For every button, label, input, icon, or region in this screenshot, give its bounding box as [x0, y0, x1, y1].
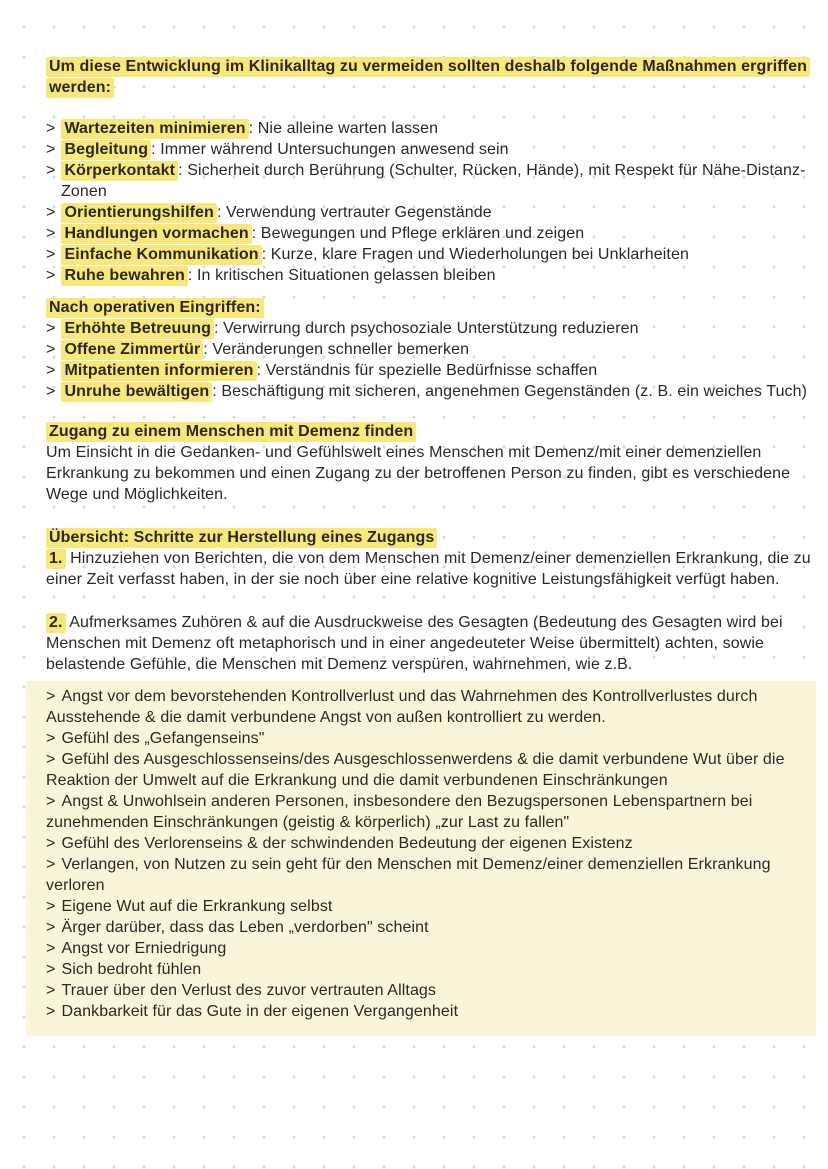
- list-item: [46, 223, 812, 244]
- bullet-text: : In kritischen Situationen gelassen bleiben: [187, 267, 496, 284]
- list-item: [46, 959, 800, 980]
- bullet-text: : Immer während Untersuchungen anwesend sein: [151, 141, 509, 158]
- list-item: [46, 728, 800, 749]
- keyword: Unruhe bewältigen: [61, 382, 212, 402]
- bullet-marker: >: [46, 835, 56, 852]
- keyword: Begleitung: [61, 140, 151, 160]
- bullet-text: Dankbarkeit für das Gute in der eigenen Vergangenheit: [61, 1003, 459, 1020]
- step-number: 1.: [46, 549, 66, 569]
- list-item: [46, 244, 812, 265]
- intro-heading: [46, 56, 812, 98]
- bullet-text: Eigene Wut auf die Erkrankung selbst: [61, 898, 333, 915]
- list-item: [46, 917, 800, 938]
- list-item: [46, 318, 812, 339]
- bullet-marker: >: [46, 982, 56, 999]
- bullet-text: Angst & Unwohlsein anderen Personen, insbesondere den Bezugspersonen Lebenspartnern bei zunehmenden Einschränkungen (geistig & körperlich) „zur Last zu fallen": [46, 793, 753, 831]
- keyword: Orientierungshilfen: [61, 203, 216, 223]
- list-item: [46, 118, 812, 139]
- keyword: Mitpatienten informieren: [61, 361, 256, 381]
- step-number: 2.: [46, 613, 66, 633]
- keyword: Einfache Kommunikation: [61, 245, 261, 265]
- bullet-marker: >: [46, 341, 56, 358]
- postop-list: [46, 318, 812, 402]
- bullet-text: Verlangen, von Nutzen zu sein geht für den Menschen mit Demenz/einer demenziellen Erkrankung verloren: [46, 856, 771, 894]
- bullet-marker: >: [46, 856, 56, 873]
- keyword: Ruhe bewahren: [61, 266, 187, 286]
- keyword: Körperkontakt: [61, 161, 178, 181]
- bullet-marker: >: [46, 730, 56, 747]
- bullet-marker: >: [46, 1003, 56, 1020]
- access-heading: [46, 421, 812, 442]
- step-text: Hinzuziehen von Berichten, die von dem Menschen mit Demenz/einer demenziellen Erkrankung, die zu einer Zeit verfasst haben, in der sie noch über eine relative kognitive Leistungsfähigkeit verfügt haben.: [46, 550, 811, 588]
- postop-heading: [46, 297, 812, 318]
- feelings-highlight-panel: [26, 681, 816, 1036]
- bullet-text: : Kurze, klare Fragen und Wiederholungen bei Unklarheiten: [261, 246, 689, 263]
- bullet-text: : Beschäftigung mit sicheren, angenehmen Gegenständen (z. B. ein weiches Tuch): [212, 383, 808, 400]
- list-item: [46, 896, 800, 917]
- list-item: [46, 360, 812, 381]
- bullet-marker: >: [46, 383, 56, 400]
- overview-step-2: [46, 612, 812, 675]
- measures-list: [46, 118, 812, 286]
- list-item: [46, 854, 800, 896]
- bullet-marker: >: [46, 898, 56, 915]
- bullet-marker: >: [46, 940, 56, 957]
- overview-heading-text: Übersicht: Schritte zur Herstellung eines Zugangs: [46, 528, 437, 548]
- bullet-text: Angst vor dem bevorstehenden Kontrollverlust und das Wahrnehmen des Kontrollverlustes durch Ausstehende & die damit verbundene Angst von außen kontrolliert zu werden.: [46, 688, 758, 726]
- bullet-text: : Veränderungen schneller bemerken: [203, 341, 470, 358]
- postop-heading-text: Nach operativen Eingriffen:: [46, 298, 264, 318]
- list-item: [46, 833, 800, 854]
- bullet-marker: >: [46, 919, 56, 936]
- bullet-marker: >: [46, 162, 56, 179]
- bullet-marker: >: [46, 267, 56, 284]
- bullet-marker: >: [46, 204, 56, 221]
- keyword: Erhöhte Betreuung: [61, 319, 214, 339]
- keyword: Offene Zimmertür: [61, 340, 203, 360]
- bullet-text: : Verständnis für spezielle Bedürfnisse schaffen: [256, 362, 598, 379]
- bullet-text: Gefühl des Ausgeschlossenseins/des Ausgeschlossenwerdens & die damit verbundene Wut über die Reaktion der Umwelt auf die Erkrankung und die damit verbundenen Einschränkungen: [46, 751, 785, 789]
- bullet-marker: >: [46, 225, 56, 242]
- bullet-text: Trauer über den Verlust des zuvor vertrauten Alltags: [61, 982, 437, 999]
- bullet-text: Gefühl des Verlorenseins & der schwindenden Bedeutung der eigenen Existenz: [61, 835, 633, 852]
- bullet-text: : Bewegungen und Pflege erklären und zeigen: [251, 225, 585, 242]
- keyword: Wartezeiten minimieren: [61, 119, 248, 139]
- overview-heading: [46, 527, 812, 548]
- list-item: [46, 202, 812, 223]
- bullet-marker: >: [46, 320, 56, 337]
- list-item: [46, 139, 812, 160]
- list-item: [46, 265, 812, 286]
- list-item: [46, 749, 800, 791]
- bullet-text: Ärger darüber, dass das Leben „verdorben" scheint: [61, 919, 429, 936]
- bullet-text: : Nie alleine warten lassen: [248, 120, 439, 137]
- intro-heading-text: Um diese Entwicklung im Klinikalltag zu vermeiden sollten deshalb folgende Maßnahmen ergriffen werden:: [46, 57, 810, 98]
- bullet-marker: >: [46, 793, 56, 810]
- list-item: [46, 160, 812, 202]
- bullet-text: Angst vor Erniedrigung: [61, 940, 227, 957]
- bullet-marker: >: [46, 141, 56, 158]
- list-item: [46, 381, 812, 402]
- list-item: [46, 339, 812, 360]
- keyword: Handlungen vormachen: [61, 224, 251, 244]
- bullet-text: : Sicherheit durch Berührung (Schulter, Rücken, Hände), mit Respekt für Nähe-Distanz-Zonen: [61, 162, 806, 200]
- bullet-text: Sich bedroht fühlen: [61, 961, 202, 978]
- bullet-marker: >: [46, 751, 56, 768]
- bullet-marker: >: [46, 362, 56, 379]
- bullet-marker: >: [46, 246, 56, 263]
- list-item: [46, 1001, 800, 1022]
- bullet-marker: >: [46, 961, 56, 978]
- bullet-marker: >: [46, 120, 56, 137]
- overview-step-1: [46, 548, 812, 590]
- access-heading-text: Zugang zu einem Menschen mit Demenz finden: [46, 422, 416, 442]
- list-item: [46, 791, 800, 833]
- bullet-marker: >: [46, 688, 56, 705]
- bullet-text: : Verwirrung durch psychosoziale Unterstützung reduzieren: [214, 320, 639, 337]
- list-item: [46, 980, 800, 1001]
- bullet-text: : Verwendung vertrauter Gegenstände: [216, 204, 492, 221]
- access-body: Um Einsicht in die Gedanken- und Gefühlswelt eines Menschen mit Demenz/mit einer demenziellen Erkrankung zu bekommen und einen Zugang zu der betroffenen Person zu finden, gibt es verschiedene Wege und Möglichkeiten.: [46, 444, 791, 503]
- step-text: Aufmerksames Zuhören & auf die Ausdruckweise des Gesagten (Bedeutung des Gesagten wird bei Menschen mit Demenz oft metaphorisch und in einer angedeuteter Weise übermittelt) achten, sowie belastende Gefühle, die Menschen mit Demenz verspüren, wahrnehmen, wie z.B.: [46, 614, 783, 673]
- list-item: [46, 686, 800, 728]
- bullet-text: Gefühl des „Gefangenseins": [61, 730, 265, 747]
- list-item: [46, 938, 800, 959]
